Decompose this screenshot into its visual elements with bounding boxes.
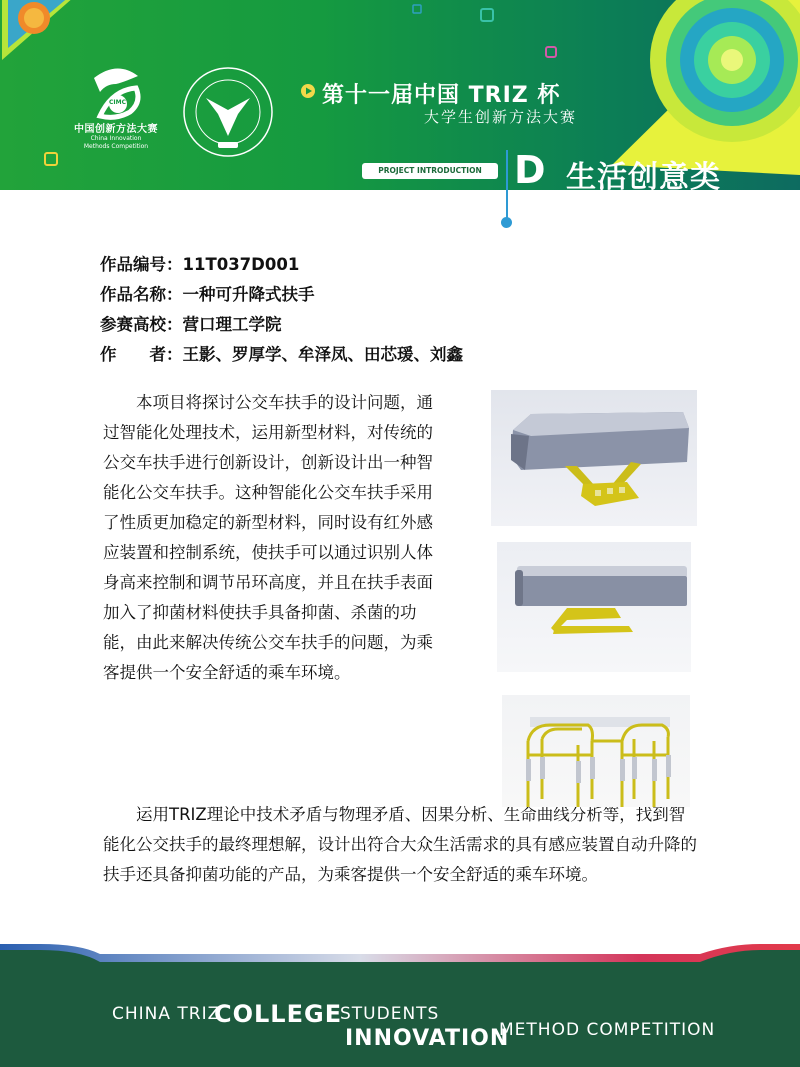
category-letter: D bbox=[514, 148, 546, 190]
concentric-triangle-decoration-right bbox=[592, 0, 800, 175]
play-icon bbox=[300, 83, 316, 99]
cimc-mark-text: CIMC bbox=[109, 99, 127, 106]
square-decoration bbox=[412, 4, 422, 14]
description-paragraph-2 bbox=[103, 800, 701, 890]
category-divider-line bbox=[506, 150, 508, 222]
footer-word: CHINA TRIZ bbox=[112, 1004, 221, 1024]
organizer-name-en-1: China Innovation bbox=[90, 135, 142, 142]
organizer-name bbox=[68, 120, 164, 151]
info-label: 参赛高校： bbox=[100, 315, 183, 334]
info-label: 作 者： bbox=[100, 345, 183, 364]
info-row-name bbox=[100, 280, 463, 310]
info-row-author bbox=[100, 340, 463, 370]
title-main: 第十一届中国 TRIZ 杯 bbox=[322, 83, 561, 108]
square-decoration bbox=[545, 46, 557, 58]
header-banner bbox=[0, 0, 800, 190]
footer-word: STUDENTS bbox=[340, 1004, 440, 1024]
info-value: 一种可升降式扶手 bbox=[182, 285, 315, 304]
paragraph-text: 运用TRIZ理论中技术矛盾与物理矛盾、因果分析、生命曲线分析等，找到智能化公交扶手的最终理想解，设计出符合大众生活需求的具有感应装置自动升降的扶手还具备抑菌功能的产品，为乘客提供一个安全舒适的乘车环境。 bbox=[103, 805, 697, 884]
paragraph-text: 本项目将探讨公交车扶手的设计问题，通过智能化处理技术，运用新型材料，对传统的公交车扶手进行创新设计，创新设计出一种智能化公交车扶手。这种智能化公交车扶手采用了性质更加稳定的新型材料，同时设有红外感应装置和控制系统，使扶手可以通过识别人体身高来控制和调节吊环高度，并且在扶手表面加入了抑菌材料使扶手具备抑菌、杀菌的功能，由此来解决传统公交车扶手的问题，为乘客提供一个安全舒适的乘车环境。 bbox=[103, 393, 433, 682]
info-value: 11T037D001 bbox=[182, 255, 300, 274]
handrail-render-perspective-image bbox=[491, 390, 697, 526]
category-dot bbox=[501, 217, 512, 228]
info-row-school bbox=[100, 310, 463, 340]
footer-word: METHOD COMPETITION bbox=[499, 1020, 716, 1040]
title-sub: 大学生创新方法大赛 bbox=[424, 108, 578, 126]
organizer-name-cn: 中国创新方法大赛 bbox=[74, 124, 158, 135]
handrail-render-frame-image bbox=[502, 695, 690, 807]
handrail-render-side-image bbox=[497, 542, 691, 672]
footer-word-bold: COLLEGE bbox=[214, 1000, 343, 1028]
info-label: 作品名称： bbox=[100, 285, 183, 304]
description-paragraph-1 bbox=[103, 388, 443, 688]
footer-word-bold: INNOVATION bbox=[345, 1026, 510, 1051]
category-name: 生活创意类 bbox=[566, 160, 721, 190]
project-info bbox=[100, 250, 463, 370]
project-introduction-badge: PROJECT INTRODUCTION bbox=[362, 163, 498, 179]
square-decoration bbox=[480, 8, 494, 22]
footer-banner bbox=[0, 940, 800, 1067]
info-label: 作品编号： bbox=[100, 255, 183, 274]
square-decoration bbox=[44, 152, 58, 166]
organizer-name-en-2: Methods Competition bbox=[83, 143, 149, 150]
info-row-id bbox=[100, 250, 463, 280]
info-value: 王影、罗厚学、牟泽凤、田芯瑗、刘鑫 bbox=[182, 345, 463, 364]
competition-emblem-icon bbox=[182, 66, 274, 158]
info-value: 营口理工学院 bbox=[182, 315, 282, 334]
